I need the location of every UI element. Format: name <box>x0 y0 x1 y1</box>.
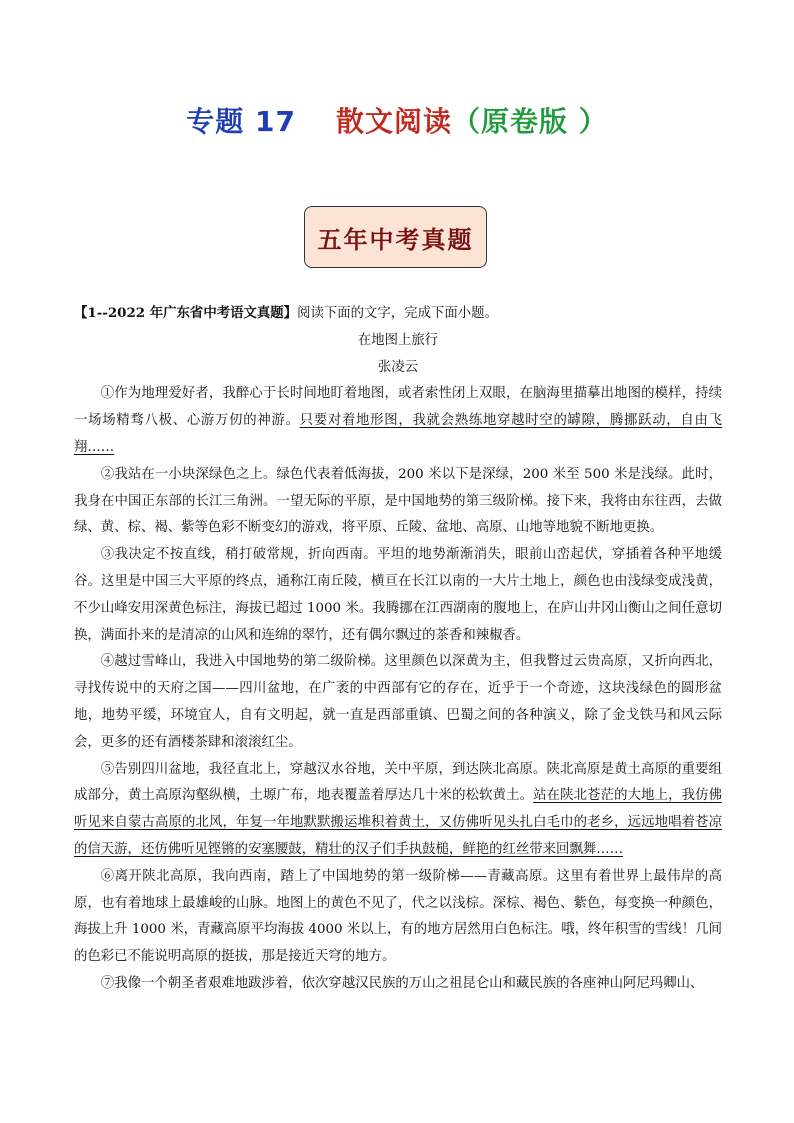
paragraph-5 <box>74 757 722 864</box>
document-body <box>74 300 722 998</box>
paragraph-6: ⑥离开陕北高原，我向西南，踏上了中国地势的第一级阶梯——青藏高原。这里有着世界上最伟岸的高原，也有着地球上最雄峻的山脉。地图上的黄色不见了，代之以浅棕。深棕、褐色、紫色，每变换一种颜色，海拔上升 1000 米，青藏高原平均海拔 4000 米以上，有的地方居然用白色标注。哦，终年积雪的雪线！几间的色彩已不能说明高原的挺拔，那是接近天穹的地方。 <box>74 868 722 965</box>
title-topic-number: 专题 17 <box>186 105 296 138</box>
paragraph-4: ④越过雪峰山，我进入中国地势的第二级阶梯。这里颜色以深黄为主，但我瞥过云贵高原，又折向西北，寻找传说中的天府之国——四川盆地，在广袤的中西部有它的存在，近乎于一个奇迹，这块浅绿色的圆形盆地，地势平缓，环境宜人，自有文明起，就一直是西部重镇、巴蜀之间的各种演义，除了金戈铁马和风云际会，更多的还有酒楼茶肆和滚滚红尘。 <box>74 654 722 750</box>
paragraph-5-text: ⑤告别四川盆地，我径直北上，穿越汉水谷地，关中平原，到达陕北高原。陕北高原是黄土高原的重要组成部分，黄土高原沟壑纵横，土塬广布，地表覆盖着厚达几十米的松软黄土。 <box>74 761 722 804</box>
section-badge: 五年中考真题 <box>304 206 487 268</box>
article-author: 张凌云 <box>377 359 419 375</box>
paragraph-1-text: ①作为地理爱好者，我醉心于长时间地盯着地图，或者索性闭上双眼，在脑海里描摹出地图的模样，持续一场场精骛八极、心游万仞的神游。 <box>74 386 722 429</box>
article-heading: 在地图上旅行 <box>357 332 439 348</box>
title-subject: 散文阅读 <box>335 105 452 138</box>
question-instruction: 阅读下面的文字，完成下面小题。 <box>297 306 498 321</box>
question-source: 【1--2022 年广东省中考语文真题】 <box>74 305 298 321</box>
paragraph-1-underlined: 只要对着地形图，我就会熟练地穿越时空的罅隙，腾挪跃动，自由飞翔…… <box>74 413 722 455</box>
page-title <box>0 100 794 140</box>
title-edition: （原卷版 ） <box>451 105 608 138</box>
question-intro <box>74 300 722 328</box>
paragraph-2: ②我站在一小块深绿色之上。绿色代表着低海拔，200 米以下是深绿，200 米至 500 米是浅绿。此时，我身在中国正东部的长江三角洲。一望无际的平原，是中国地势的第三级阶梯。接下来，我将由东往西，去做绿、黄、棕、褐、紫等色彩不断变幻的游戏，将平原、丘陵、盆地、高原、山地等地貌不断地更换。 <box>74 466 722 536</box>
paragraph-3: ③我决定不按直线，稍打破常规，折向西南。平坦的地势渐渐消失，眼前山峦起伏，穿插着各种平地缓谷。这里是中国三大平原的终点，通称江南丘陵，横亘在长江以南的一大片土地上，颜色也由浅绿变成浅黄，不少山峰安用深黄色标注，海拔已超过 1000 米。我腾挪在江西湖南的腹地上，在庐山井冈山衡山之间任意切换，满面扑来的是清凉的山风和连绵的翠竹，还有偶尔飘过的茶香和辣椒香。 <box>74 547 722 643</box>
paragraph-1 <box>74 381 722 461</box>
paragraph-5-underlined: 站在陕北苍茫的大地上，我仿佛听见来自蒙古高原的北风，年复一年地默默搬运堆积着黄土，又仿佛听见头扎白毛巾的老乡，远远地唱着苍凉的信天游，还仿佛听见铿锵的安塞腰鼓，精壮的汉子们手执鼓槌，鲜艳的红丝带来回飘舞…… <box>74 788 722 857</box>
paragraph-7: ⑦我像一个朝圣者艰难地跋涉着，依次穿越汉民族的万山之祖昆仑山和藏民族的各座神山阿尼玛卿山、 <box>100 975 704 991</box>
